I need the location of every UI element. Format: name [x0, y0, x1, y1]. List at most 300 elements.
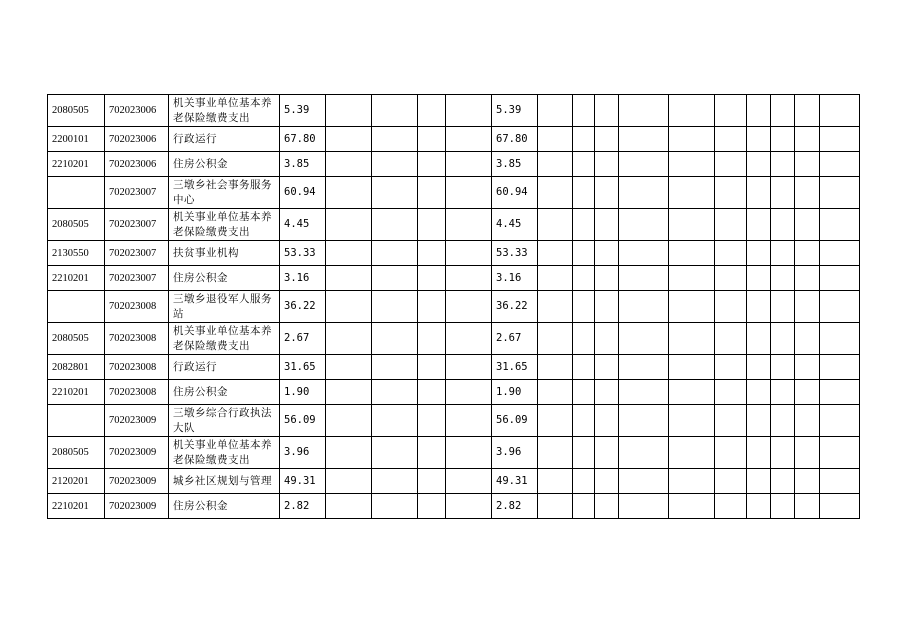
empty-cell	[446, 127, 492, 152]
empty-cell	[372, 177, 418, 209]
empty-cell	[446, 177, 492, 209]
subject-code-cell: 2210201	[48, 266, 105, 291]
basic-amount-cell: 36.22	[492, 291, 538, 323]
empty-cell	[795, 355, 820, 380]
empty-cell	[595, 152, 619, 177]
empty-cell	[326, 437, 372, 469]
total-amount-cell: 60.94	[280, 177, 326, 209]
basic-amount-cell: 3.85	[492, 152, 538, 177]
empty-cell	[619, 241, 669, 266]
table-row	[48, 380, 860, 405]
empty-cell	[418, 241, 446, 266]
table-row	[48, 323, 860, 355]
item-name-cell: 三墩乡退役军人服务站	[169, 291, 280, 323]
total-amount-cell: 49.31	[280, 469, 326, 494]
empty-cell	[446, 266, 492, 291]
empty-cell	[771, 437, 795, 469]
empty-cell	[372, 241, 418, 266]
empty-cell	[573, 323, 595, 355]
empty-cell	[715, 152, 747, 177]
total-amount-cell: 53.33	[280, 241, 326, 266]
empty-cell	[619, 405, 669, 437]
empty-cell	[538, 95, 573, 127]
item-name-cell: 机关事业单位基本养老保险缴费支出	[169, 323, 280, 355]
empty-cell	[446, 469, 492, 494]
empty-cell	[715, 380, 747, 405]
empty-cell	[326, 405, 372, 437]
item-name-cell: 机关事业单位基本养老保险缴费支出	[169, 209, 280, 241]
empty-cell	[619, 127, 669, 152]
empty-cell	[326, 291, 372, 323]
empty-cell	[326, 323, 372, 355]
basic-amount-cell: 2.67	[492, 323, 538, 355]
table-row	[48, 95, 860, 127]
empty-cell	[595, 291, 619, 323]
subject-code-cell: 2080505	[48, 95, 105, 127]
empty-cell	[418, 469, 446, 494]
table-row	[48, 437, 860, 469]
table-row	[48, 469, 860, 494]
empty-cell	[669, 355, 715, 380]
empty-cell	[538, 266, 573, 291]
total-amount-cell: 67.80	[280, 127, 326, 152]
empty-cell	[747, 291, 771, 323]
empty-cell	[669, 380, 715, 405]
unit-code-cell: 702023008	[105, 323, 169, 355]
empty-cell	[795, 209, 820, 241]
empty-cell	[372, 266, 418, 291]
item-name-cell: 行政运行	[169, 127, 280, 152]
empty-cell	[538, 152, 573, 177]
total-amount-cell: 36.22	[280, 291, 326, 323]
empty-cell	[446, 291, 492, 323]
basic-amount-cell: 56.09	[492, 405, 538, 437]
empty-cell	[715, 405, 747, 437]
empty-cell	[820, 266, 860, 291]
table-row	[48, 291, 860, 323]
table-row	[48, 152, 860, 177]
empty-cell	[669, 291, 715, 323]
subject-code-cell: 2080505	[48, 209, 105, 241]
empty-cell	[747, 209, 771, 241]
empty-cell	[715, 95, 747, 127]
empty-cell	[715, 177, 747, 209]
unit-code-cell: 702023007	[105, 241, 169, 266]
item-name-cell: 三墩乡综合行政执法大队	[169, 405, 280, 437]
empty-cell	[771, 405, 795, 437]
empty-cell	[418, 405, 446, 437]
subject-code-cell: 2210201	[48, 152, 105, 177]
empty-cell	[747, 380, 771, 405]
empty-cell	[595, 469, 619, 494]
empty-cell	[538, 355, 573, 380]
empty-cell	[669, 95, 715, 127]
subject-code-cell: 2130550	[48, 241, 105, 266]
table-row	[48, 177, 860, 209]
empty-cell	[820, 95, 860, 127]
table-row	[48, 355, 860, 380]
empty-cell	[595, 127, 619, 152]
empty-cell	[747, 266, 771, 291]
empty-cell	[573, 469, 595, 494]
empty-cell	[372, 95, 418, 127]
empty-cell	[538, 437, 573, 469]
table-row	[48, 127, 860, 152]
subject-code-cell	[48, 177, 105, 209]
empty-cell	[771, 291, 795, 323]
empty-cell	[795, 95, 820, 127]
empty-cell	[771, 177, 795, 209]
total-amount-cell: 56.09	[280, 405, 326, 437]
empty-cell	[595, 241, 619, 266]
empty-cell	[418, 494, 446, 519]
empty-cell	[619, 152, 669, 177]
empty-cell	[747, 355, 771, 380]
total-amount-cell: 2.67	[280, 323, 326, 355]
empty-cell	[538, 177, 573, 209]
empty-cell	[372, 152, 418, 177]
empty-cell	[795, 323, 820, 355]
item-name-cell: 行政运行	[169, 355, 280, 380]
budget-table	[47, 94, 860, 519]
empty-cell	[619, 494, 669, 519]
empty-cell	[446, 323, 492, 355]
empty-cell	[538, 469, 573, 494]
empty-cell	[747, 494, 771, 519]
empty-cell	[538, 405, 573, 437]
empty-cell	[573, 127, 595, 152]
empty-cell	[715, 291, 747, 323]
unit-code-cell: 702023006	[105, 152, 169, 177]
empty-cell	[418, 355, 446, 380]
unit-code-cell: 702023007	[105, 177, 169, 209]
empty-cell	[619, 355, 669, 380]
empty-cell	[446, 437, 492, 469]
empty-cell	[446, 380, 492, 405]
unit-code-cell: 702023006	[105, 95, 169, 127]
item-name-cell: 三墩乡社会事务服务中心	[169, 177, 280, 209]
empty-cell	[820, 469, 860, 494]
empty-cell	[771, 266, 795, 291]
empty-cell	[795, 437, 820, 469]
empty-cell	[595, 209, 619, 241]
empty-cell	[418, 95, 446, 127]
empty-cell	[326, 355, 372, 380]
empty-cell	[372, 380, 418, 405]
empty-cell	[771, 494, 795, 519]
empty-cell	[669, 266, 715, 291]
empty-cell	[446, 95, 492, 127]
empty-cell	[619, 177, 669, 209]
empty-cell	[595, 266, 619, 291]
empty-cell	[538, 127, 573, 152]
table-row	[48, 241, 860, 266]
empty-cell	[669, 405, 715, 437]
item-name-cell: 住房公积金	[169, 152, 280, 177]
empty-cell	[595, 437, 619, 469]
empty-cell	[619, 469, 669, 494]
empty-cell	[820, 177, 860, 209]
empty-cell	[715, 494, 747, 519]
empty-cell	[595, 380, 619, 405]
empty-cell	[538, 494, 573, 519]
empty-cell	[418, 209, 446, 241]
empty-cell	[619, 209, 669, 241]
empty-cell	[795, 177, 820, 209]
total-amount-cell: 1.90	[280, 380, 326, 405]
item-name-cell: 机关事业单位基本养老保险缴费支出	[169, 95, 280, 127]
empty-cell	[372, 469, 418, 494]
empty-cell	[418, 177, 446, 209]
empty-cell	[418, 152, 446, 177]
empty-cell	[326, 266, 372, 291]
empty-cell	[372, 405, 418, 437]
subject-code-cell: 2080505	[48, 323, 105, 355]
empty-cell	[372, 291, 418, 323]
empty-cell	[747, 323, 771, 355]
empty-cell	[669, 494, 715, 519]
total-amount-cell: 31.65	[280, 355, 326, 380]
empty-cell	[771, 209, 795, 241]
basic-amount-cell: 49.31	[492, 469, 538, 494]
empty-cell	[619, 437, 669, 469]
empty-cell	[326, 177, 372, 209]
total-amount-cell: 3.16	[280, 266, 326, 291]
empty-cell	[538, 323, 573, 355]
item-name-cell: 住房公积金	[169, 266, 280, 291]
empty-cell	[326, 95, 372, 127]
empty-cell	[771, 241, 795, 266]
empty-cell	[715, 469, 747, 494]
unit-code-cell: 702023009	[105, 437, 169, 469]
item-name-cell: 城乡社区规划与管理	[169, 469, 280, 494]
subject-code-cell: 2082801	[48, 355, 105, 380]
empty-cell	[747, 405, 771, 437]
basic-amount-cell: 53.33	[492, 241, 538, 266]
table-row	[48, 494, 860, 519]
empty-cell	[326, 241, 372, 266]
empty-cell	[446, 355, 492, 380]
item-name-cell: 住房公积金	[169, 494, 280, 519]
empty-cell	[669, 323, 715, 355]
item-name-cell: 住房公积金	[169, 380, 280, 405]
basic-amount-cell: 2.82	[492, 494, 538, 519]
empty-cell	[820, 291, 860, 323]
empty-cell	[715, 437, 747, 469]
empty-cell	[747, 152, 771, 177]
empty-cell	[669, 209, 715, 241]
table-row	[48, 405, 860, 437]
empty-cell	[372, 127, 418, 152]
empty-cell	[573, 266, 595, 291]
unit-code-cell: 702023008	[105, 291, 169, 323]
empty-cell	[715, 266, 747, 291]
empty-cell	[595, 494, 619, 519]
empty-cell	[326, 380, 372, 405]
empty-cell	[573, 405, 595, 437]
empty-cell	[747, 241, 771, 266]
basic-amount-cell: 31.65	[492, 355, 538, 380]
empty-cell	[747, 95, 771, 127]
empty-cell	[595, 405, 619, 437]
table-body	[48, 95, 860, 519]
empty-cell	[669, 437, 715, 469]
empty-cell	[573, 177, 595, 209]
empty-cell	[573, 437, 595, 469]
empty-cell	[573, 494, 595, 519]
empty-cell	[538, 380, 573, 405]
empty-cell	[538, 291, 573, 323]
unit-code-cell: 702023008	[105, 380, 169, 405]
empty-cell	[820, 152, 860, 177]
empty-cell	[326, 127, 372, 152]
unit-code-cell: 702023009	[105, 494, 169, 519]
empty-cell	[418, 127, 446, 152]
empty-cell	[372, 323, 418, 355]
empty-cell	[326, 494, 372, 519]
empty-cell	[771, 323, 795, 355]
basic-amount-cell: 3.96	[492, 437, 538, 469]
total-amount-cell: 3.85	[280, 152, 326, 177]
empty-cell	[595, 95, 619, 127]
subject-code-cell: 2200101	[48, 127, 105, 152]
subject-code-cell: 2080505	[48, 437, 105, 469]
empty-cell	[619, 291, 669, 323]
empty-cell	[538, 241, 573, 266]
empty-cell	[715, 241, 747, 266]
basic-amount-cell: 5.39	[492, 95, 538, 127]
empty-cell	[820, 241, 860, 266]
empty-cell	[372, 494, 418, 519]
empty-cell	[747, 127, 771, 152]
empty-cell	[715, 323, 747, 355]
empty-cell	[715, 209, 747, 241]
empty-cell	[619, 323, 669, 355]
empty-cell	[573, 95, 595, 127]
table-row	[48, 266, 860, 291]
basic-amount-cell: 60.94	[492, 177, 538, 209]
empty-cell	[771, 380, 795, 405]
empty-cell	[573, 241, 595, 266]
unit-code-cell: 702023007	[105, 266, 169, 291]
empty-cell	[669, 177, 715, 209]
empty-cell	[771, 152, 795, 177]
basic-amount-cell: 4.45	[492, 209, 538, 241]
empty-cell	[619, 380, 669, 405]
empty-cell	[595, 177, 619, 209]
empty-cell	[820, 127, 860, 152]
empty-cell	[418, 266, 446, 291]
empty-cell	[820, 355, 860, 380]
empty-cell	[771, 127, 795, 152]
empty-cell	[795, 241, 820, 266]
empty-cell	[418, 323, 446, 355]
empty-cell	[326, 209, 372, 241]
unit-code-cell: 702023009	[105, 405, 169, 437]
basic-amount-cell: 3.16	[492, 266, 538, 291]
empty-cell	[795, 494, 820, 519]
empty-cell	[372, 209, 418, 241]
unit-code-cell: 702023007	[105, 209, 169, 241]
empty-cell	[771, 355, 795, 380]
subject-code-cell	[48, 291, 105, 323]
empty-cell	[372, 437, 418, 469]
empty-cell	[446, 494, 492, 519]
basic-amount-cell: 1.90	[492, 380, 538, 405]
unit-code-cell: 702023006	[105, 127, 169, 152]
empty-cell	[669, 469, 715, 494]
empty-cell	[795, 127, 820, 152]
total-amount-cell: 5.39	[280, 95, 326, 127]
empty-cell	[795, 405, 820, 437]
empty-cell	[418, 291, 446, 323]
empty-cell	[795, 266, 820, 291]
total-amount-cell: 4.45	[280, 209, 326, 241]
empty-cell	[820, 323, 860, 355]
empty-cell	[820, 380, 860, 405]
total-amount-cell: 3.96	[280, 437, 326, 469]
empty-cell	[538, 209, 573, 241]
empty-cell	[747, 177, 771, 209]
empty-cell	[715, 355, 747, 380]
empty-cell	[771, 95, 795, 127]
empty-cell	[326, 469, 372, 494]
empty-cell	[669, 127, 715, 152]
empty-cell	[669, 152, 715, 177]
empty-cell	[573, 380, 595, 405]
item-name-cell: 机关事业单位基本养老保险缴费支出	[169, 437, 280, 469]
empty-cell	[771, 469, 795, 494]
empty-cell	[573, 152, 595, 177]
empty-cell	[795, 152, 820, 177]
empty-cell	[446, 152, 492, 177]
empty-cell	[715, 127, 747, 152]
empty-cell	[820, 209, 860, 241]
empty-cell	[820, 405, 860, 437]
empty-cell	[418, 437, 446, 469]
empty-cell	[795, 291, 820, 323]
empty-cell	[326, 152, 372, 177]
empty-cell	[619, 95, 669, 127]
empty-cell	[446, 405, 492, 437]
empty-cell	[595, 323, 619, 355]
table-row	[48, 209, 860, 241]
empty-cell	[619, 266, 669, 291]
empty-cell	[795, 380, 820, 405]
empty-cell	[446, 209, 492, 241]
empty-cell	[573, 291, 595, 323]
empty-cell	[669, 241, 715, 266]
empty-cell	[418, 380, 446, 405]
empty-cell	[795, 469, 820, 494]
basic-amount-cell: 67.80	[492, 127, 538, 152]
empty-cell	[573, 209, 595, 241]
empty-cell	[820, 494, 860, 519]
empty-cell	[573, 355, 595, 380]
empty-cell	[820, 437, 860, 469]
total-amount-cell: 2.82	[280, 494, 326, 519]
subject-code-cell	[48, 405, 105, 437]
subject-code-cell: 2210201	[48, 380, 105, 405]
empty-cell	[747, 437, 771, 469]
unit-code-cell: 702023009	[105, 469, 169, 494]
subject-code-cell: 2210201	[48, 494, 105, 519]
empty-cell	[446, 241, 492, 266]
subject-code-cell: 2120201	[48, 469, 105, 494]
empty-cell	[747, 469, 771, 494]
empty-cell	[595, 355, 619, 380]
empty-cell	[372, 355, 418, 380]
